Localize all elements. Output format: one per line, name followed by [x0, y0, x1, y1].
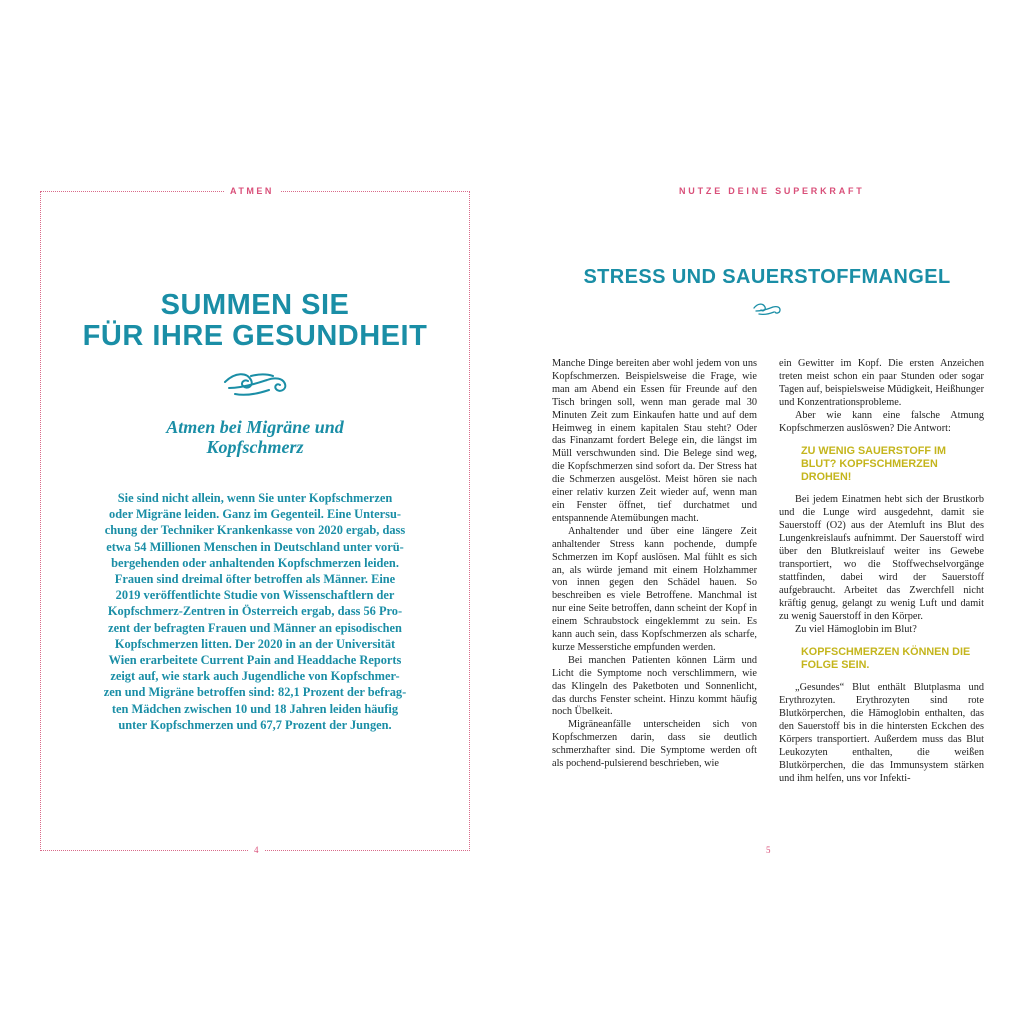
body-paragraph: ein Gewitter im Kopf. Die ersten Anzeichen treten meist schon ein paar Stunden oder sogar Tagen auf, beispielsweise Müdigkeit, Heißhunger und Konzentrationsprobleme. — [779, 358, 984, 408]
body-paragraph: Anhaltender und über eine längere Zeit anhaltender Stress kann pochende, dumpfe Schmerzen im Kopf auslösen. Mal fühlt es sich an, als würde jemand mit einem Holzhammer von innen gegen den Schädel hauen. So beschreiben es viele Betroffene. Manchmal ist nur eine Seite betroffen, dann scheint der Kopf in einem Schraubstock eingeklemmt zu sein. Es kann auch sein, dass Kopfschmerzen als scharfe, kurze Messerstiche empfunden werden. — [552, 525, 757, 653]
intro-line: Wien erarbeitete Current Pain and Headdache Reports — [108, 653, 402, 668]
intro-line: ten Mädchen zwischen 10 und 18 Jahren leiden häufig — [111, 701, 399, 716]
intro-line: Kopfschmerz-Zentren in Österreich ergab, dass 56 Pro- — [107, 604, 403, 619]
sub-heading: KOPFSCHMERZEN KÖNNEN DIE FOLGE SEIN. — [801, 646, 971, 672]
intro-line: oder Migräne leiden. Ganz im Gegenteil. Eine Untersu- — [109, 507, 401, 522]
flourish-ornament-icon — [221, 366, 291, 402]
running-head-right: NUTZE DEINE SUPERKRAFT — [673, 186, 871, 196]
intro-line: bergehenden oder anhaltenden Kopfschmerzen leiden. — [111, 555, 399, 570]
chapter-title-line-2: FÜR IHRE GESUNDHEIT — [82, 320, 428, 352]
intro-line: unter Kopfschmerzen und 67,7 Prozent der Jungen. — [118, 717, 392, 732]
page-number-left: 4 — [249, 845, 264, 855]
body-paragraph: Manche Dinge bereiten aber wohl jedem von uns Kopfschmerzen. Beispielsweise die Frage, wie man am Abend ein Essen für Freunde auf den Tisch bringen soll, wenn man gerade mal 30 Minuten Zeit zum Einkaufen hatte und auf dem Heimweg in einem kapitalen Stau steht? Oder das Finanzamt fordert Belege ein, die längst im Müll verschwunden sind. Die Belege sind weg, die Kopfschmerzen sind sofort da. Der Stress hat die Schmerzen ausgelöst. Meist hören sie nach einer relativ kurzen Zeit wieder auf, wenn man ein Fenster öffnet, tief durchatmet und entspannende Atemübungen macht. — [552, 358, 757, 524]
flourish-ornament-small-icon — [752, 300, 782, 318]
chapter-subtitle-line-1: Atmen bei Migräne und — [166, 417, 344, 437]
body-paragraph: Aber wie kann eine falsche Atmung Kopfschmerzen auslöswen? Die Antwort: — [779, 409, 984, 434]
intro-line: zeigt auf, wie stark auch Jugendliche von Kopfschmer- — [110, 669, 400, 684]
intro-line: chung der Techniker Krankenkasse von 2020 ergab, dass — [104, 523, 406, 538]
intro-line: Sie sind nicht allein, wenn Sie unter Kopfschmerzen — [117, 491, 393, 505]
intro-line: Kopfschmerzen litten. Der 2020 in an der Universität — [114, 636, 396, 651]
body-paragraph: Bei jedem Einatmen hebt sich der Brustkorb und die Lunge wird ausgedehnt, damit sie Sauerstoff (O2) aus der Atemluft ins Blut des Lungenkreislaufs aufnimmt. Der Sauerstoff wird über den Blutkreislauf weiter ins Gewebe transportiert, wo die Stoffwechselvorgänge stattfinden, dabei wird der Sauerstoff aufgebraucht. Arbeitet das Zwerchfell nicht kräftig genug, gelangt zu wenig Luft und damit zu wenig Sauerstoff in den Körper. — [779, 494, 984, 622]
body-paragraph: „Gesundes“ Blut enthält Blutplasma und Erythrozyten. Erythrozyten sind rote Blutkörperchen, die Hämoglobin enthalten, das den Sauerstoff bis in die hintersten Eckchen des Körpers transportiert. Außerdem muss das Blut Leukozyten enthalten, die weißen Blutkörperchen, die das Immunsystem stärken und ihm helfen, uns vor Infekti- — [779, 682, 984, 784]
intro-line: zent der befragten Frauen und Männer an episodischen — [108, 620, 402, 635]
text-column-2 — [779, 358, 984, 786]
chapter-title — [40, 290, 470, 352]
body-paragraph: Zu viel Hämoglobin im Blut? — [795, 623, 917, 635]
chapter-title-line-1: SUMMEN SIE — [160, 289, 350, 321]
intro-line: etwa 54 Millionen Menschen in Deutschland unter vorü- — [106, 539, 404, 554]
chapter-subtitle — [40, 417, 470, 457]
intro-line: zen und Migräne betroffen sind: 82,1 Prozent der befrag- — [103, 685, 407, 700]
section-title: STRESS UND SAUERSTOFFMANGEL — [583, 266, 951, 288]
intro-line: Frauen sind dreimal öfter betroffen als Männer. Eine — [114, 572, 396, 587]
running-head-left: ATMEN — [224, 186, 280, 196]
page-number-right: 5 — [761, 845, 776, 855]
intro-line: 2019 veröffentlichte Studie von Wissenschaftlern der — [115, 588, 395, 603]
intro-paragraph — [80, 490, 430, 733]
sub-heading: ZU WENIG SAUERSTOFF IM BLUT? KOPFSCHMERZEN DROHEN! — [801, 445, 946, 484]
body-paragraph: Bei manchen Patienten können Lärm und Licht die Symptome noch verschlimmern, wie das Klingeln des Paketboten und Sonnenlicht, das durchs Fenster scheint. Hinzu kommt häufig noch Übelkeit. — [552, 654, 757, 718]
text-column-1 — [552, 358, 757, 771]
chapter-subtitle-line-2: Kopfschmerz — [206, 437, 304, 457]
body-paragraph: Migräneanfälle unterscheiden sich von Kopfschmerzen darin, dass sie deutlich schmerzhafter sind. Die Symptome werden oft als pochend-pulsierend beschrieben, wie — [552, 719, 757, 770]
